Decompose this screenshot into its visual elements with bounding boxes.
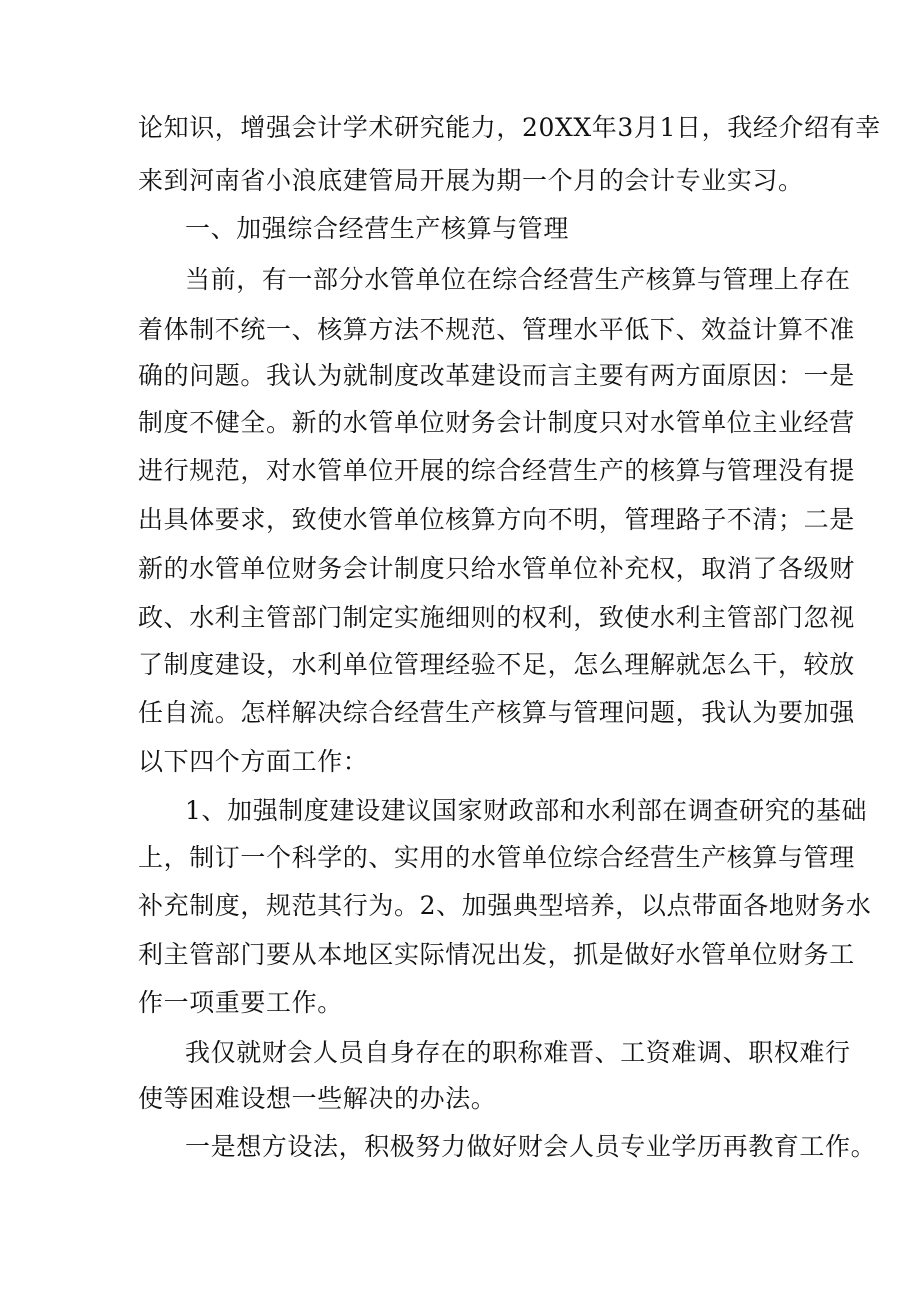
text-line-9: 出具体要求，致使水管单位核算方向不明，管理路子不清；二是 bbox=[138, 505, 855, 534]
text-line-18: 利主管部门要从本地区实际情况出发，抓是做好水管单位财务工 bbox=[138, 940, 855, 969]
text-line-7: 制度不健全。新的水管单位财务会计制度只对水管单位主业经营 bbox=[138, 408, 855, 437]
text-line-4: 当前，有一部分水管单位在综合经营生产核算与管理上存在 bbox=[185, 265, 851, 294]
text-line-6: 确的问题。我认为就制度改革建设而言主要有两方面原因：一是 bbox=[138, 361, 855, 390]
text-line-21: 使等困难设想一些解决的办法。 bbox=[138, 1084, 497, 1113]
text-line-14: 以下四个方面工作： bbox=[138, 747, 369, 776]
text-line-1: 论知识，增强会计学术研究能力，20XX年3月1日，我经介绍有幸 bbox=[138, 113, 881, 142]
text-line-10: 新的水管单位财务会计制度只给水管单位补充权，取消了各级财 bbox=[138, 554, 855, 583]
text-line-2: 来到河南省小浪底建管局开展为期一个月的会计专业实习。 bbox=[138, 166, 804, 195]
text-line-12: 了制度建设，水利单位管理经验不足，怎么理解就怎么干，较放 bbox=[138, 650, 855, 679]
text-line-13: 任自流。怎样解决综合经营生产核算与管理问题，我认为要加强 bbox=[138, 698, 855, 727]
text-line-16: 上，制订一个科学的、实用的水管单位综合经营生产核算与管理 bbox=[138, 843, 855, 872]
section-heading: 一、加强综合经营生产核算与管理 bbox=[185, 214, 570, 243]
text-line-19: 作一项重要工作。 bbox=[138, 988, 343, 1017]
text-line-8: 进行规范，对水管单位开展的综合经营生产的核算与管理没有提 bbox=[138, 456, 855, 485]
text-line-22: 一是想方设法，积极努力做好财会人员专业学历再教育工作。 bbox=[185, 1132, 877, 1161]
text-line-17: 补充制度，规范其行为。2、加强典型培养，以点带面各地财务水 bbox=[138, 891, 872, 920]
text-line-20: 我仅就财会人员自身存在的职称难晋、工资难调、职权难行 bbox=[185, 1038, 851, 1067]
text-line-11: 政、水利主管部门制定实施细则的权利，致使水利主管部门忽视 bbox=[138, 603, 855, 632]
text-line-15: 1、加强制度建设建议国家财政部和水利部在调查研究的基础 bbox=[185, 796, 868, 825]
text-line-5: 着体制不统一、核算方法不规范、管理水平低下、效益计算不准 bbox=[138, 315, 855, 344]
